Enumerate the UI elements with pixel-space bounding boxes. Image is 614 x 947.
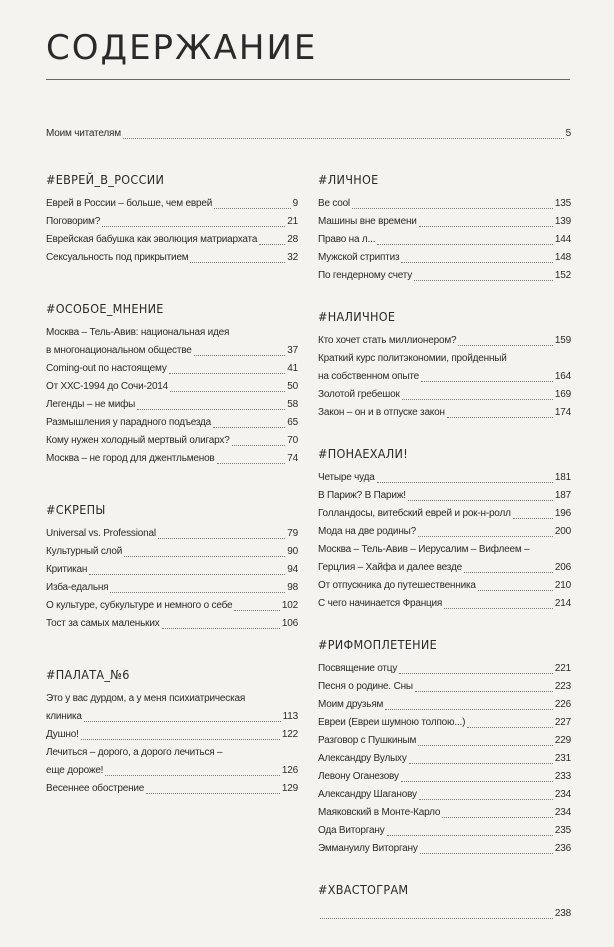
toc-entry[interactable] <box>318 559 571 577</box>
toc-entry-page: 152 <box>554 270 571 281</box>
toc-column-left <box>46 172 298 832</box>
toc-entry-title: Мужской стриптиз <box>318 252 400 263</box>
dot-leader <box>162 628 280 629</box>
dot-leader <box>213 427 285 428</box>
toc-entry-page: 233 <box>554 771 571 782</box>
dot-leader <box>409 763 553 764</box>
toc-entry-title: Александру Вулыху <box>318 753 407 764</box>
toc-entry[interactable] <box>318 595 571 613</box>
toc-entry[interactable] <box>46 450 298 468</box>
toc-entry[interactable] <box>318 523 571 541</box>
toc-entry[interactable] <box>46 561 298 579</box>
toc-entry-page: 210 <box>554 580 571 591</box>
dot-leader <box>89 574 285 575</box>
section-heading: #НАЛИЧНОЕ <box>318 309 396 324</box>
toc-entry-page: 181 <box>554 472 571 483</box>
toc-entry[interactable] <box>46 726 298 744</box>
toc-entry-page: 169 <box>554 389 571 400</box>
dot-leader <box>137 409 285 410</box>
toc-entry[interactable] <box>46 525 298 543</box>
toc-section <box>46 667 298 798</box>
toc-entry[interactable] <box>318 368 571 386</box>
toc-column-right <box>318 172 571 947</box>
section-heading: #РИФМОПЛЕТЕНИЕ <box>318 637 438 652</box>
dot-leader <box>387 835 553 836</box>
toc-entry[interactable] <box>46 396 298 414</box>
toc-entry[interactable] <box>318 213 571 231</box>
toc-entry-title: клиника <box>46 711 82 722</box>
toc-entry-page: 41 <box>287 363 298 374</box>
toc-entry[interactable] <box>318 822 571 840</box>
dot-leader <box>385 709 553 710</box>
toc-entry[interactable] <box>318 678 571 696</box>
toc-entry-title: Закон – он и в отпуске закон <box>318 407 445 418</box>
dot-leader <box>377 244 553 245</box>
toc-entry-page: 234 <box>554 789 571 800</box>
toc-entry-page: 226 <box>554 699 571 710</box>
dot-leader <box>419 226 553 227</box>
toc-entry-title: Изба-едальня <box>46 582 109 593</box>
toc-entry-title-line: Москва – Тель-Авив: национальная идея <box>46 327 230 338</box>
toc-section <box>318 882 571 923</box>
toc-entry[interactable] <box>318 231 571 249</box>
dot-leader <box>158 538 285 539</box>
toc-entry[interactable] <box>318 487 571 505</box>
dot-leader <box>377 482 553 483</box>
toc-entry-title: По гендерному счету <box>318 270 413 281</box>
toc-entry-page: 122 <box>281 729 298 740</box>
toc-entry[interactable] <box>46 762 298 780</box>
dot-leader <box>415 691 553 692</box>
toc-entry-page: 144 <box>554 234 571 245</box>
toc-entry[interactable] <box>46 414 298 432</box>
toc-entry-title: Кому нужен холодный мертвый олигарх? <box>46 435 230 446</box>
dot-leader <box>146 793 280 794</box>
toc-entry-page: 139 <box>554 216 571 227</box>
toc-entry-page: 129 <box>281 783 298 794</box>
toc-entry-page: 148 <box>554 252 571 263</box>
toc-entry[interactable] <box>318 786 571 804</box>
toc-entry-page: 174 <box>554 407 571 418</box>
toc-entry[interactable] <box>318 714 571 732</box>
dot-leader <box>402 399 553 400</box>
dot-leader <box>399 673 553 674</box>
toc-entry-page: 106 <box>281 618 298 629</box>
toc-entry-title: Москва – не город для джентльменов <box>46 453 215 464</box>
toc-entry[interactable] <box>318 804 571 822</box>
toc-entry-page: 164 <box>554 371 571 382</box>
dot-leader <box>467 727 553 728</box>
toc-entry-title-line: Москва – Тель-Авив – Иерусалим – Вифлеем – <box>318 544 530 555</box>
toc-entry-title: Coming-out по настоящему <box>46 363 167 374</box>
toc-entry[interactable] <box>46 231 298 249</box>
toc-entry-title: Еврей в России – больше, чем еврей <box>46 198 213 209</box>
dot-leader <box>217 463 286 464</box>
toc-entry-title: Эммануилу Виторгану <box>318 843 418 854</box>
toc-entry-page: 229 <box>554 735 571 746</box>
toc-entry[interactable] <box>46 360 298 378</box>
dot-leader <box>123 138 564 139</box>
toc-entry-page: 37 <box>287 345 298 356</box>
toc-entry[interactable] <box>46 579 298 597</box>
dot-leader <box>418 536 553 537</box>
toc-entry[interactable] <box>46 432 298 450</box>
toc-entry-page: 227 <box>554 717 571 728</box>
dot-leader <box>401 262 553 263</box>
dot-leader <box>124 556 285 557</box>
toc-entry[interactable] <box>318 768 571 786</box>
toc-entry-page: 196 <box>554 508 571 519</box>
dot-leader <box>419 799 553 800</box>
toc-section <box>318 172 571 285</box>
toc-entry-title: От отпускника до путешественника <box>318 580 476 591</box>
toc-entry-page: 74 <box>287 453 298 464</box>
toc-entry-title: Голландосы, витебский еврей и рок-н-ролл <box>318 508 511 519</box>
toc-entry[interactable] <box>318 750 571 768</box>
section-heading: #ХВАСТОГРАМ <box>318 882 409 897</box>
toc-entry-title: еще дороже! <box>46 765 104 776</box>
toc-entry-title: Be cool <box>318 198 350 209</box>
toc-entry-page: 70 <box>287 435 298 446</box>
toc-entry-title: Мода на две родины? <box>318 526 416 537</box>
dot-leader <box>194 355 286 356</box>
toc-entry-title: Критикан <box>46 564 88 575</box>
toc-entry[interactable] <box>318 840 571 858</box>
dot-leader <box>214 208 291 209</box>
dot-leader <box>232 445 286 446</box>
toc-entry[interactable] <box>318 505 571 523</box>
toc-entry-title: Кто хочет стать миллионером? <box>318 335 457 346</box>
toc-entry-title: Размышления у парадного подъезда <box>46 417 212 428</box>
dot-leader <box>408 500 553 501</box>
toc-entry[interactable] <box>318 332 571 350</box>
dot-leader <box>259 244 285 245</box>
toc-entry-title: Песня о родине. Сны <box>318 681 413 692</box>
dot-leader <box>110 592 285 593</box>
section-heading: #ПАЛАТА_№6 <box>46 667 130 682</box>
toc-section <box>318 309 571 422</box>
toc-entry-page: 231 <box>554 753 571 764</box>
toc-entry[interactable] <box>318 267 571 285</box>
toc-entry-title: Маяковский в Монте-Карло <box>318 807 441 818</box>
dot-leader <box>190 262 285 263</box>
toc-entry-title: Весеннее обострение <box>46 783 145 794</box>
toc-entry-page: 221 <box>554 663 571 674</box>
toc-entry-title: Право на л... <box>318 234 376 245</box>
toc-entry-title-line: Краткий курс политэкономии, пройденный <box>318 353 507 364</box>
toc-entry-title: Посвящение отцу <box>318 663 398 674</box>
toc-entry-page: 223 <box>554 681 571 692</box>
toc-entry[interactable] <box>46 213 298 231</box>
toc-entry-page: 102 <box>281 600 298 611</box>
toc-intro[interactable] <box>46 125 571 143</box>
dot-leader <box>320 918 553 919</box>
toc-entry[interactable] <box>46 342 298 360</box>
toc-section <box>318 637 571 858</box>
toc-entry[interactable] <box>46 195 298 213</box>
toc-entry-title: на собственном опыте <box>318 371 419 382</box>
toc-entry[interactable] <box>46 125 571 143</box>
toc-entry-title: Культурный слой <box>46 546 123 557</box>
page-title: СОДЕРЖАНИЕ <box>46 28 318 68</box>
toc-entry[interactable] <box>46 543 298 561</box>
toc-entry-title: Сексуальность под прикрытием <box>46 252 189 263</box>
toc-section <box>46 172 298 267</box>
toc-entry-page: 113 <box>282 711 298 722</box>
toc-entry-title: Еврейская бабушка как эволюция матриархата <box>46 234 258 245</box>
toc-entry-title: Золотой гребешок <box>318 389 400 400</box>
dot-leader <box>234 610 280 611</box>
dot-leader <box>352 208 553 209</box>
toc-entry[interactable] <box>318 660 571 678</box>
toc-entry-page: 235 <box>554 825 571 836</box>
toc-entry-page: 236 <box>554 843 571 854</box>
toc-entry-title: Левону Оганезову <box>318 771 399 782</box>
toc-entry-title-line: Это у вас дурдом, а у меня психиатрическая <box>46 693 246 704</box>
dot-leader <box>170 391 285 392</box>
dot-leader <box>513 518 553 519</box>
dot-leader <box>421 381 553 382</box>
toc-section <box>318 446 571 613</box>
dot-leader <box>458 345 553 346</box>
toc-entry-page: 90 <box>287 546 298 557</box>
toc-entry-title: Моим читателям <box>46 128 121 139</box>
toc-entry[interactable] <box>46 780 298 798</box>
toc-entry-title: От ХХС-1994 до Сочи-2014 <box>46 381 169 392</box>
toc-entry-title: Машины вне времени <box>318 216 417 227</box>
dot-leader <box>478 590 553 591</box>
title-divider <box>46 79 570 80</box>
toc-entry-title: Александру Шаганову <box>318 789 417 800</box>
toc-entry-page: 135 <box>554 198 571 209</box>
toc-entry[interactable] <box>46 597 298 615</box>
toc-entry-title: Герцлия – Хайфа и далее везде <box>318 562 462 573</box>
toc-entry[interactable] <box>46 249 298 267</box>
toc-entry-page: 21 <box>287 216 298 227</box>
toc-entry-title: В Париж? В Париж! <box>318 490 406 501</box>
dot-leader <box>84 721 281 722</box>
toc-entry-page: 98 <box>287 582 298 593</box>
toc-entry[interactable] <box>46 378 298 396</box>
toc-section <box>46 301 298 468</box>
dot-leader <box>401 781 553 782</box>
toc-entry-page: 58 <box>287 399 298 410</box>
toc-entry-page: 9 <box>292 198 298 209</box>
toc-entry[interactable] <box>318 469 571 487</box>
dot-leader <box>442 817 553 818</box>
dot-leader <box>414 280 553 281</box>
toc-entry[interactable] <box>318 732 571 750</box>
toc-entry-title: Поговорим? <box>46 216 101 227</box>
dot-leader <box>447 417 553 418</box>
toc-entry-title: Разговор с Пушкиным <box>318 735 417 746</box>
toc-entry-page: 28 <box>287 234 298 245</box>
toc-entry-title: Душно! <box>46 729 79 740</box>
toc-entry-title: Тост за самых маленьких <box>46 618 160 629</box>
toc-entry-page: 238 <box>554 908 571 919</box>
toc-entry-title: О культуре, субкультуре и немного о себе <box>46 600 233 611</box>
section-heading: #ЛИЧНОЕ <box>318 172 379 187</box>
toc-entry-title: Четыре чуда <box>318 472 375 483</box>
toc-entry-title: Моим друзьям <box>318 699 384 710</box>
toc-entry-title-line: Лечиться – дорого, а дорого лечиться – <box>46 747 223 758</box>
section-heading: #ЕВРЕЙ_В_РОССИИ <box>46 172 165 187</box>
dot-leader <box>105 775 280 776</box>
dot-leader <box>444 608 553 609</box>
toc-entry-page: 50 <box>287 381 298 392</box>
toc-entry-title: Universal vs. Professional <box>46 528 156 539</box>
toc-entry-title: С чего начинается Франция <box>318 598 443 609</box>
toc-entry[interactable] <box>318 249 571 267</box>
toc-entry-title: Евреи (Евреи шумною толпою...) <box>318 717 466 728</box>
dot-leader <box>81 739 280 740</box>
toc-entry[interactable] <box>46 708 298 726</box>
dot-leader <box>420 853 553 854</box>
toc-entry[interactable] <box>318 905 571 923</box>
toc-entry-page: 94 <box>287 564 298 575</box>
toc-entry-title: Легенды – не мифы <box>46 399 136 410</box>
toc-entry-title: в многонациональном обществе <box>46 345 192 356</box>
toc-entry-page: 200 <box>554 526 571 537</box>
section-heading: #ОСОБОЕ_МНЕНИЕ <box>46 301 164 316</box>
toc-entry[interactable] <box>318 195 571 213</box>
toc-entry-page: 65 <box>287 417 298 428</box>
dot-leader <box>418 745 553 746</box>
toc-entry-title: Ода Виторгану <box>318 825 385 836</box>
section-heading: #СКРЕПЫ <box>46 502 106 517</box>
toc-entry-page: 214 <box>554 598 571 609</box>
toc-entry-page: 159 <box>554 335 571 346</box>
toc-entry-page: 187 <box>554 490 571 501</box>
dot-leader <box>102 226 285 227</box>
toc-entry-page: 79 <box>287 528 298 539</box>
toc-entry[interactable] <box>46 615 298 633</box>
toc-entry[interactable] <box>318 577 571 595</box>
toc-section <box>46 502 298 633</box>
toc-entry-page: 234 <box>554 807 571 818</box>
toc-entry-page: 32 <box>287 252 298 263</box>
toc-entry-page: 126 <box>281 765 298 776</box>
toc-entry[interactable] <box>318 386 571 404</box>
section-heading: #ПОНАЕХАЛИ! <box>318 446 409 461</box>
toc-entry[interactable] <box>318 404 571 422</box>
dot-leader <box>464 572 553 573</box>
toc-entry-page: 206 <box>554 562 571 573</box>
dot-leader <box>169 373 286 374</box>
toc-entry[interactable] <box>318 696 571 714</box>
toc-entry-page: 5 <box>565 128 571 139</box>
